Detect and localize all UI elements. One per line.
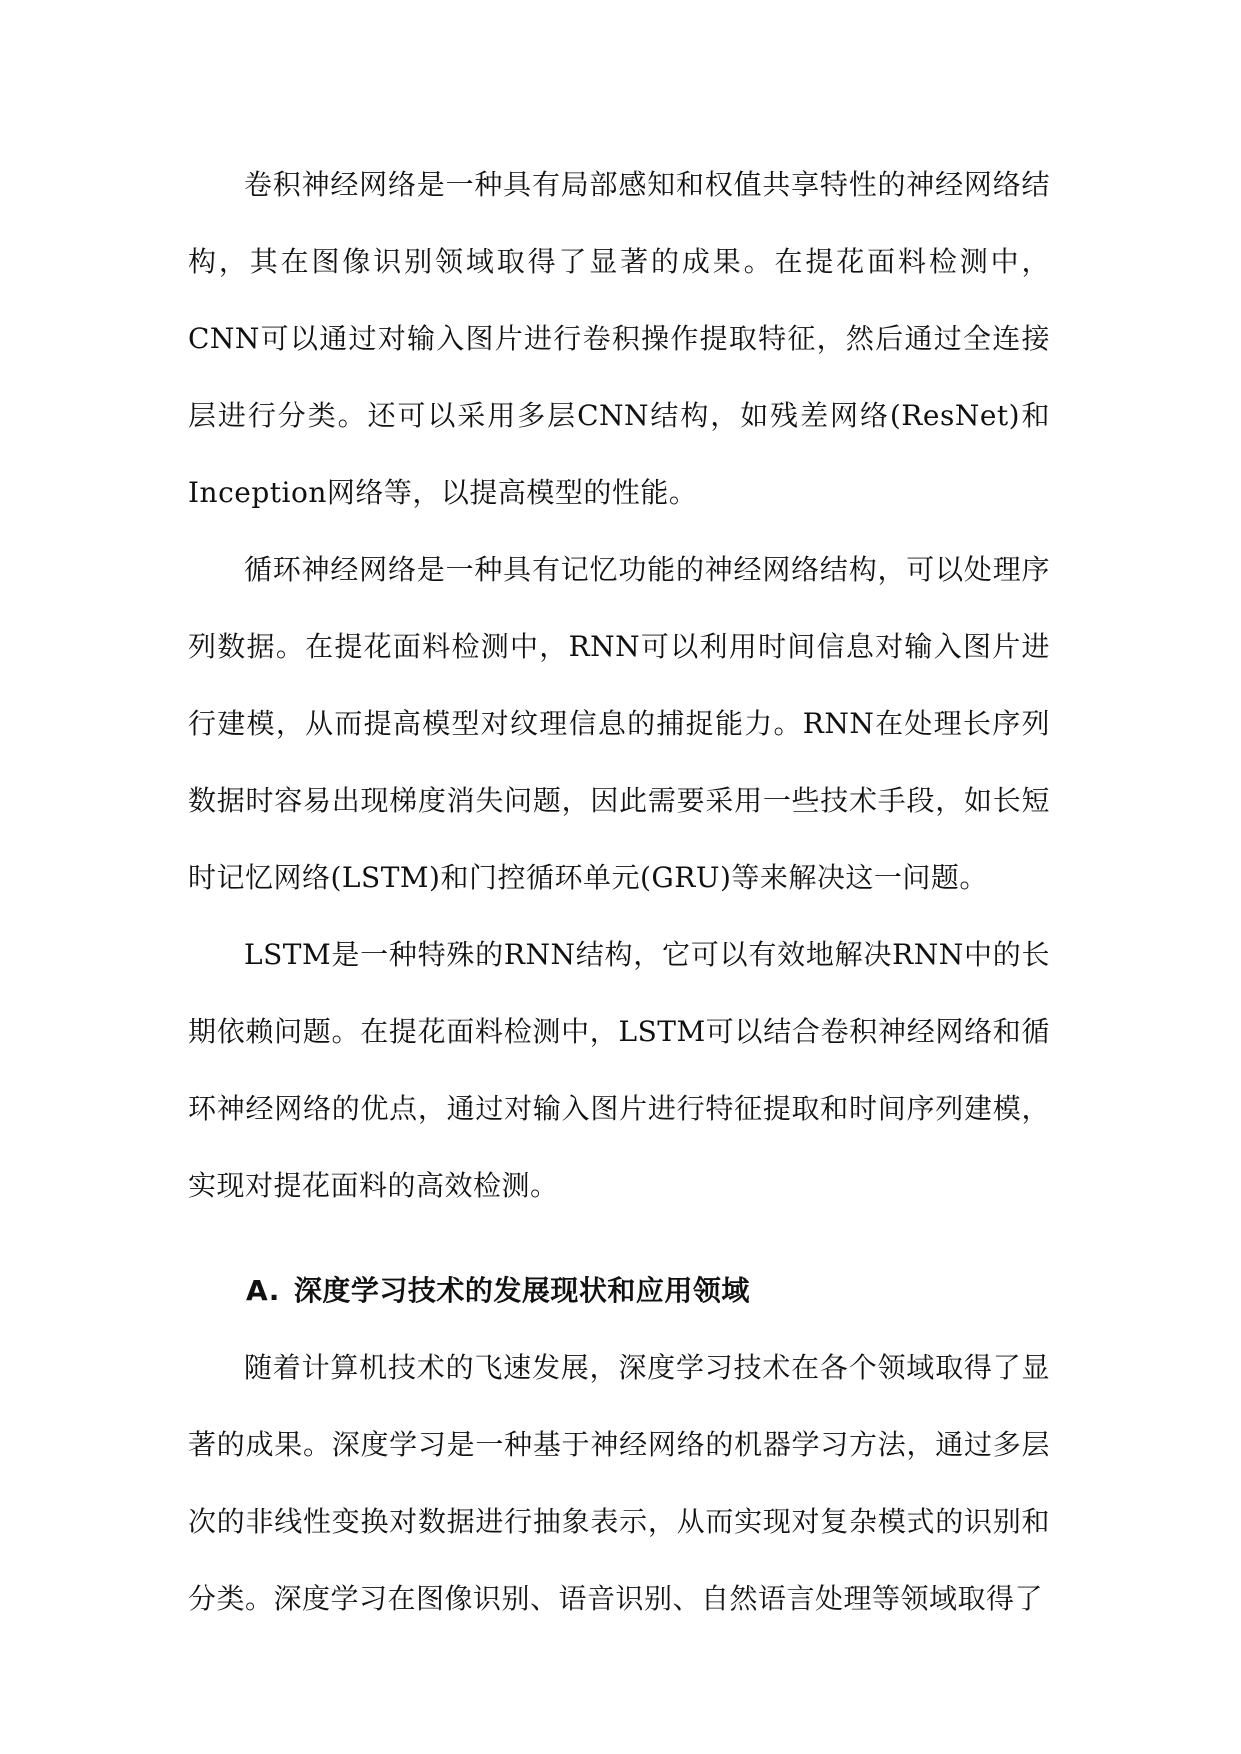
paragraph-cnn: 卷积神经网络是一种具有局部感知和权值共享特性的神经网络结构，其在图像识别领域取得了显著的成果。在提花面料检测中，CNN可以通过对输入图片进行卷积操作提取特征，然后通过全连接层进行分类。还可以采用多层CNN结构，如残差网络(ResNet)和Inception网络等，以提高模型的性能。: [188, 168, 1050, 509]
paragraph-deep-learning: 随着计算机技术的飞速发展，深度学习技术在各个领域取得了显著的成果。深度学习是一种基于神经网络的机器学习方法，通过多层次的非线性变换对数据进行抽象表示，从而实现对复杂模式的识别和分类。深度学习在图像识别、语音识别、自然语言处理等领域取得了: [188, 1351, 1050, 1615]
paragraph-lstm: LSTM是一种特殊的RNN结构，它可以有效地解决RNN中的长期依赖问题。在提花面料检测中，LSTM可以结合卷积神经网络和循环神经网络的优点，通过对输入图片进行特征提取和时间序列建模，实现对提花面料的高效检测。: [188, 938, 1050, 1202]
paragraph-rnn: 循环神经网络是一种具有记忆功能的神经网络结构，可以处理序列数据。在提花面料检测中，RNN可以利用时间信息对输入图片进行建模，从而提高模型对纹理信息的捕捉能力。RNN在处理长序列数据时容易出现梯度消失问题，因此需要采用一些技术手段，如长短时记忆网络(LSTM)和门控循环单元(GRU)等来解决这一问题。: [188, 553, 1050, 894]
section-heading: [188, 1252, 1050, 1329]
document-body: [188, 146, 1050, 1637]
section-title: 深度学习技术的发展现状和应用领域: [293, 1274, 750, 1307]
section-number: A.: [246, 1274, 280, 1307]
